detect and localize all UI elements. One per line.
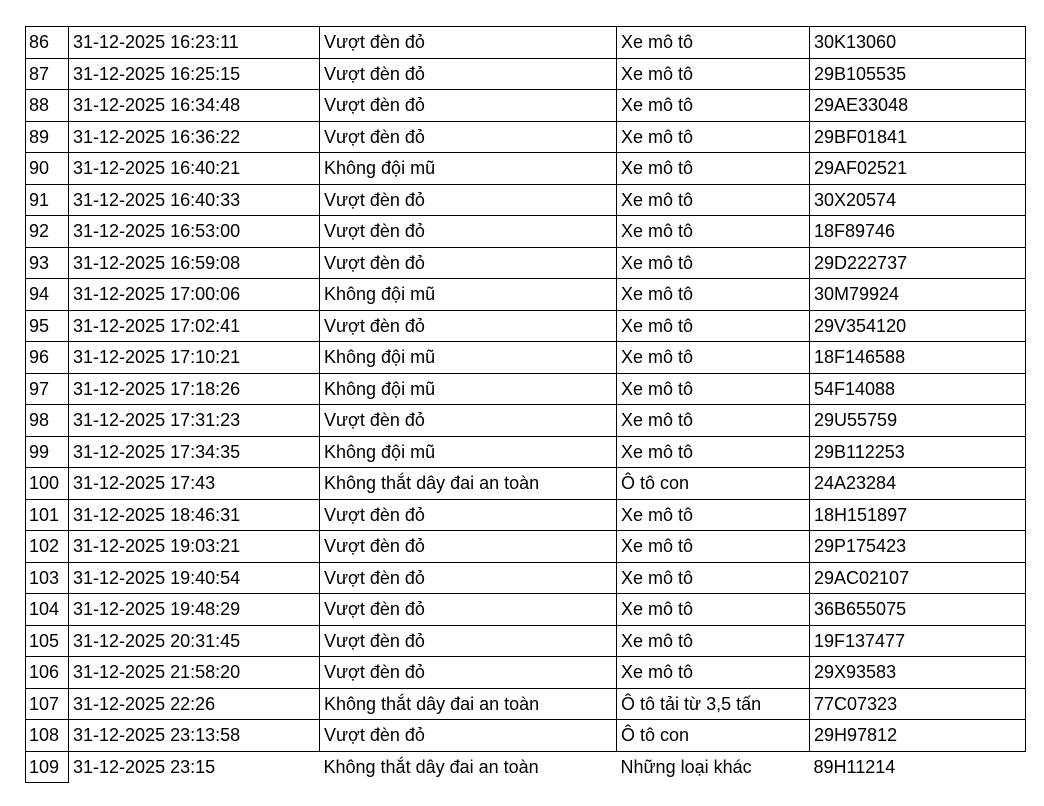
timestamp-cell: 31-12-2025 22:26 <box>69 688 320 720</box>
timestamp-cell: 31-12-2025 16:36:22 <box>69 121 320 153</box>
timestamp-cell: 31-12-2025 17:10:21 <box>69 342 320 374</box>
vehicle-type-cell: Xe mô tô <box>617 499 810 531</box>
table-row <box>26 342 1026 374</box>
row-number-cell: 87 <box>26 58 69 90</box>
vehicle-type-cell: Xe mô tô <box>617 90 810 122</box>
vehicle-type-cell: Xe mô tô <box>617 562 810 594</box>
license-plate-cell: 19F137477 <box>810 625 1026 657</box>
violation-type-cell: Vượt đèn đỏ <box>320 247 617 279</box>
timestamp-cell: 31-12-2025 17:02:41 <box>69 310 320 342</box>
violation-type-cell: Vượt đèn đỏ <box>320 310 617 342</box>
table-row <box>26 468 1026 500</box>
timestamp-cell: 31-12-2025 16:53:00 <box>69 216 320 248</box>
violation-type-cell: Vượt đèn đỏ <box>320 405 617 437</box>
timestamp-cell: 31-12-2025 17:31:23 <box>69 405 320 437</box>
timestamp-cell: 31-12-2025 17:34:35 <box>69 436 320 468</box>
timestamp-cell: 31-12-2025 17:43 <box>69 468 320 500</box>
row-number-cell: 93 <box>26 247 69 279</box>
license-plate-cell: 29B105535 <box>810 58 1026 90</box>
table-row <box>26 310 1026 342</box>
timestamp-cell: 31-12-2025 16:59:08 <box>69 247 320 279</box>
vehicle-type-cell: Xe mô tô <box>617 373 810 405</box>
license-plate-cell: 18F146588 <box>810 342 1026 374</box>
violation-type-cell: Vượt đèn đỏ <box>320 657 617 689</box>
vehicle-type-cell: Xe mô tô <box>617 531 810 563</box>
vehicle-type-cell: Ô tô tải từ 3,5 tấn <box>617 688 810 720</box>
license-plate-cell: 36B655075 <box>810 594 1026 626</box>
timestamp-cell: 31-12-2025 16:40:33 <box>69 184 320 216</box>
license-plate-cell: 77C07323 <box>810 688 1026 720</box>
vehicle-type-cell: Xe mô tô <box>617 436 810 468</box>
vehicle-type-cell: Ô tô con <box>617 720 810 752</box>
table-row <box>26 436 1026 468</box>
timestamp-cell: 31-12-2025 16:34:48 <box>69 90 320 122</box>
violation-type-cell: Vượt đèn đỏ <box>320 184 617 216</box>
table-row <box>26 373 1026 405</box>
row-number-cell: 102 <box>26 531 69 563</box>
timestamp-cell: 31-12-2025 17:00:06 <box>69 279 320 311</box>
timestamp-cell: 31-12-2025 19:40:54 <box>69 562 320 594</box>
vehicle-type-cell: Ô tô con <box>617 468 810 500</box>
timestamp-cell: 31-12-2025 23:15 <box>69 751 320 783</box>
table-row <box>26 121 1026 153</box>
timestamp-cell: 31-12-2025 20:31:45 <box>69 625 320 657</box>
vehicle-type-cell: Xe mô tô <box>617 247 810 279</box>
violation-type-cell: Không đội mũ <box>320 373 617 405</box>
table-row <box>26 216 1026 248</box>
license-plate-cell: 29X93583 <box>810 657 1026 689</box>
license-plate-cell: 24A23284 <box>810 468 1026 500</box>
table-row <box>26 594 1026 626</box>
timestamp-cell: 31-12-2025 16:25:15 <box>69 58 320 90</box>
vehicle-type-cell: Xe mô tô <box>617 594 810 626</box>
row-number-cell: 92 <box>26 216 69 248</box>
table-row <box>26 499 1026 531</box>
vehicle-type-cell: Xe mô tô <box>617 216 810 248</box>
vehicle-type-cell: Xe mô tô <box>617 625 810 657</box>
license-plate-cell: 29D222737 <box>810 247 1026 279</box>
table-row <box>26 90 1026 122</box>
license-plate-cell: 89H11214 <box>810 751 1026 783</box>
timestamp-cell: 31-12-2025 19:48:29 <box>69 594 320 626</box>
violation-type-cell: Không thắt dây đai an toàn <box>320 688 617 720</box>
violation-type-cell: Không thắt dây đai an toàn <box>320 751 617 783</box>
license-plate-cell: 29AC02107 <box>810 562 1026 594</box>
row-number-cell: 94 <box>26 279 69 311</box>
timestamp-cell: 31-12-2025 19:03:21 <box>69 531 320 563</box>
vehicle-type-cell: Xe mô tô <box>617 184 810 216</box>
row-number-cell: 101 <box>26 499 69 531</box>
vehicle-type-cell: Xe mô tô <box>617 342 810 374</box>
license-plate-cell: 54F14088 <box>810 373 1026 405</box>
vehicle-type-cell: Xe mô tô <box>617 121 810 153</box>
license-plate-cell: 18F89746 <box>810 216 1026 248</box>
license-plate-cell: 29U55759 <box>810 405 1026 437</box>
table-row <box>26 405 1026 437</box>
vehicle-type-cell: Xe mô tô <box>617 405 810 437</box>
table-row <box>26 279 1026 311</box>
row-number-cell: 105 <box>26 625 69 657</box>
violation-type-cell: Vượt đèn đỏ <box>320 625 617 657</box>
license-plate-cell: 18H151897 <box>810 499 1026 531</box>
license-plate-cell: 29H97812 <box>810 720 1026 752</box>
row-number-cell: 97 <box>26 373 69 405</box>
table-row <box>26 625 1026 657</box>
violation-type-cell: Không đội mũ <box>320 279 617 311</box>
row-number-cell: 109 <box>26 751 69 783</box>
violation-type-cell: Không đội mũ <box>320 342 617 374</box>
row-number-cell: 96 <box>26 342 69 374</box>
license-plate-cell: 30M79924 <box>810 279 1026 311</box>
table-row <box>26 688 1026 720</box>
table-row <box>26 720 1026 752</box>
violations-table-body <box>26 27 1026 783</box>
vehicle-type-cell: Những loại khác <box>617 751 810 783</box>
row-number-cell: 91 <box>26 184 69 216</box>
table-row <box>26 531 1026 563</box>
row-number-cell: 86 <box>26 27 69 59</box>
row-number-cell: 107 <box>26 688 69 720</box>
row-number-cell: 90 <box>26 153 69 185</box>
violation-type-cell: Không thắt dây đai an toàn <box>320 468 617 500</box>
table-row <box>26 751 1026 783</box>
table-row <box>26 562 1026 594</box>
table-row <box>26 657 1026 689</box>
violation-type-cell: Không đội mũ <box>320 153 617 185</box>
timestamp-cell: 31-12-2025 16:40:21 <box>69 153 320 185</box>
vehicle-type-cell: Xe mô tô <box>617 153 810 185</box>
violation-type-cell: Vượt đèn đỏ <box>320 216 617 248</box>
row-number-cell: 106 <box>26 657 69 689</box>
license-plate-cell: 29P175423 <box>810 531 1026 563</box>
table-row <box>26 27 1026 59</box>
table-row <box>26 153 1026 185</box>
row-number-cell: 89 <box>26 121 69 153</box>
vehicle-type-cell: Xe mô tô <box>617 279 810 311</box>
license-plate-cell: 30K13060 <box>810 27 1026 59</box>
violation-type-cell: Vượt đèn đỏ <box>320 27 617 59</box>
violation-type-cell: Vượt đèn đỏ <box>320 562 617 594</box>
violations-table <box>25 26 1026 783</box>
license-plate-cell: 29B112253 <box>810 436 1026 468</box>
vehicle-type-cell: Xe mô tô <box>617 58 810 90</box>
row-number-cell: 99 <box>26 436 69 468</box>
violation-type-cell: Không đội mũ <box>320 436 617 468</box>
row-number-cell: 108 <box>26 720 69 752</box>
violation-type-cell: Vượt đèn đỏ <box>320 720 617 752</box>
vehicle-type-cell: Xe mô tô <box>617 310 810 342</box>
table-row <box>26 247 1026 279</box>
timestamp-cell: 31-12-2025 16:23:11 <box>69 27 320 59</box>
table-row <box>26 184 1026 216</box>
license-plate-cell: 29AF02521 <box>810 153 1026 185</box>
row-number-cell: 88 <box>26 90 69 122</box>
violation-type-cell: Vượt đèn đỏ <box>320 121 617 153</box>
license-plate-cell: 29AE33048 <box>810 90 1026 122</box>
violation-type-cell: Vượt đèn đỏ <box>320 90 617 122</box>
violation-type-cell: Vượt đèn đỏ <box>320 58 617 90</box>
vehicle-type-cell: Xe mô tô <box>617 27 810 59</box>
row-number-cell: 98 <box>26 405 69 437</box>
table-row <box>26 58 1026 90</box>
license-plate-cell: 29BF01841 <box>810 121 1026 153</box>
row-number-cell: 95 <box>26 310 69 342</box>
violation-type-cell: Vượt đèn đỏ <box>320 594 617 626</box>
timestamp-cell: 31-12-2025 17:18:26 <box>69 373 320 405</box>
violation-type-cell: Vượt đèn đỏ <box>320 531 617 563</box>
violation-type-cell: Vượt đèn đỏ <box>320 499 617 531</box>
timestamp-cell: 31-12-2025 21:58:20 <box>69 657 320 689</box>
license-plate-cell: 29V354120 <box>810 310 1026 342</box>
row-number-cell: 100 <box>26 468 69 500</box>
row-number-cell: 103 <box>26 562 69 594</box>
license-plate-cell: 30X20574 <box>810 184 1026 216</box>
row-number-cell: 104 <box>26 594 69 626</box>
violations-sheet <box>25 26 1026 783</box>
timestamp-cell: 31-12-2025 18:46:31 <box>69 499 320 531</box>
vehicle-type-cell: Xe mô tô <box>617 657 810 689</box>
timestamp-cell: 31-12-2025 23:13:58 <box>69 720 320 752</box>
